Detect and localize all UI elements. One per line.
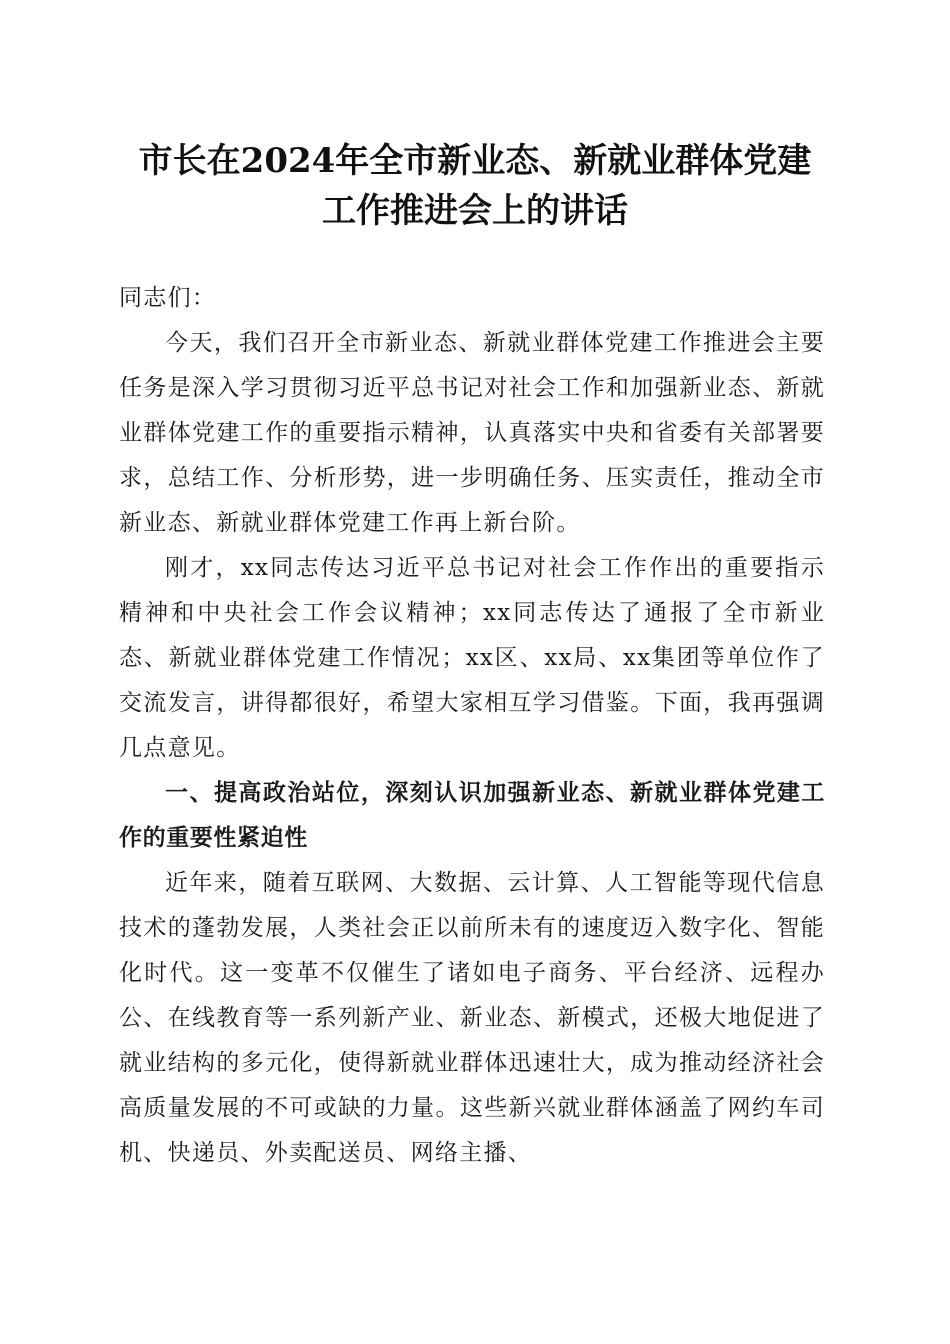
section-paragraph: 近年来，随着互联网、大数据、云计算、人工智能等现代信息技术的蓬勃发展，人类社会正以前所未有的速度迈入数字化、智能化时代。这一变革不仅催生了诸如电子商务、平台经济、远程办公、在线教育等一系列新产业、新业态、新模式，还极大地促进了就业结构的多元化，使得新就业群体迅速壮大，成为推动经济社会高质量发展的不可或缺的力量。这些新兴就业群体涵盖了网约车司机、快递员、外卖配送员、网络主播、 bbox=[119, 870, 825, 1166]
document-title bbox=[100, 136, 850, 236]
title-line-1: 市长在2024年全市新业态、新就业群体党建 bbox=[138, 141, 812, 181]
salutation: 同志们： bbox=[119, 285, 217, 311]
paragraph-review: 刚才，xx同志传达习近平总书记对社会工作作出的重要指示精神和中央社会工作会议精神；xx同志传达了通报了全市新业态、新就业群体党建工作情况；xx区、xx局、xx集团等单位作了交流发言，讲得都很好，希望大家相互学习借鉴。下面，我再强调几点意见。 bbox=[119, 555, 825, 761]
paragraph-opening: 今天，我们召开全市新业态、新就业群体党建工作推进会主要任务是深入学习贯彻习近平总书记对社会工作和加强新业态、新就业群体党建工作的重要指示精神，认真落实中央和省委有关部署要求，总结工作、分析形势，进一步明确任务、压实责任，推动全市新业态、新就业群体党建工作再上新台阶。 bbox=[119, 330, 825, 536]
title-line-2: 工作推进会上的讲话 bbox=[322, 191, 628, 231]
document-body bbox=[119, 276, 825, 1176]
section-heading: 一、提高政治站位，深刻认识加强新业态、新就业群体党建工作的重要性紧迫性 bbox=[119, 780, 825, 851]
